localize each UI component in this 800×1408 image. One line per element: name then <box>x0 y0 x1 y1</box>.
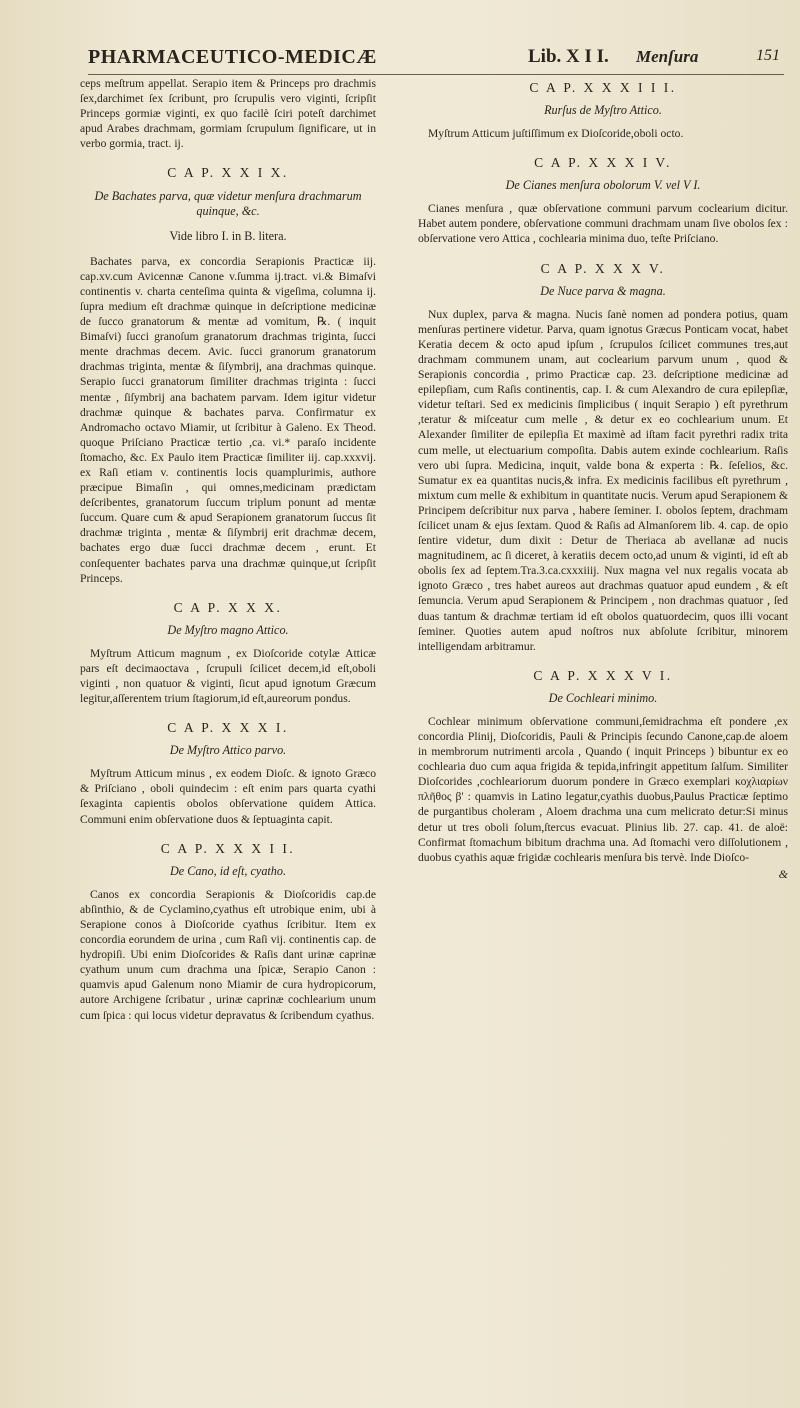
chapter-heading: C A P. X X I X. <box>167 165 289 181</box>
chapter-heading: C A P. X X X I V. <box>534 155 672 171</box>
chapter-heading: C A P. X X X I. <box>167 720 289 736</box>
chapter-title: Rurſus de Myſtro Attico. <box>544 103 662 118</box>
chapter-text: Myſtrum Atticum magnum , ex Dioſcoride cotylæ Atticæ pars eſt decimaoctava , ſcrupuli ſcilicet decem,id eſt,oboli viginti , non quatuor & viginti, ſicut apud ignotum Græcum legitur,aſſerentem trium ſtagiorum,id eſt,aureorum pondus. <box>80 646 376 706</box>
chapter-title: De Bachates parva, quæ videtur menſura drachmarum quinque, &c. <box>94 188 362 218</box>
chapter-text: Cianes menſura , quæ obſervatione communi parvum coclearium dicitur. Habet autem pondere, obſervatione communi drachmam unam ſive obolos ſex : obſervatione vero Attica , cochlearia minima duo, teſte Priſciano. <box>418 202 788 246</box>
chapter-title: De Nuce parva & magna. <box>540 283 666 298</box>
chapter-title: De Cano, id eſt, cyatho. <box>169 863 287 878</box>
chapter-text: Canos ex concordia Serapionis & Dioſcoridis cap.de abſinthio, & de Cyclamino,cyathus eſt utrobique enim, ubi à Serapione conos à Dioſcoride cyathus ſcribitur. Item ex concordia eorundem de urina , cum Raſi vij. continentis cap. de hydropiſi. Ubi enim Dioſcorides & Raſis dant urinæ caprinæ cyathum unum cum drachma una ſpicæ, Serapio Canon : quamvis apud Galenum nono Miamir de cura hydropicorum, autore Archigene ſcribatur , urinæ caprinæ cochlearium unum cum ſpica : qui locus videtur depravatus & ſcribendum cyathus. <box>80 887 376 1022</box>
chapter-text: Bachates parva, ex concordia Serapionis Practicæ iij. cap.xv.cum Avicennæ Canone v.ſumma ij.tract. vi.& Bimaſvi continentis v. charta centeſima quinta & vigeſima, columna ij. ſupra medium eſt drachmæ quinque in deſcriptione medicinæ de ſucco granatorum & mentæ ad vomitum, ℞. ( inquit Bimaſvi) ſucci granoſum granatorum drachmas triginta, ſucci mente drachmas decem. Avic. ſucci granorum granatorum drachmas triginta, mentæ & ſiſymbrij, ana drachmas quinque. Serapio ſucci granatorum ſimiliter drachmas triginta : ſucci mentæ , ſiſymbrij ana bachatem parvam. Idem igitur videtur drachmæ quinque & bachates parva. Confirmatur ex Andromacho octavo Miamir, ut ſcribitur à Galeno. Ex Theod. quoque Priſciano Practicæ tertio ,ca. vi.* paraſo incidente ſtomacho, &c. Ex Paulo item Practicæ ſimiliter iij. cap.xxxvij. ex Raſi etiam v. continentis locis quamplurimis, authore præcipue Bimaſin , qui omnes,medicinam prædictam deſcribentes, granatorum ſuccum triplum ponunt ad mentæ ſuccum. Quare cum & apud Serapionem granatorum ſuccus ſit drachmæ triginta , mentæ & ſiſymbrij erit drachmæ decem, bachates ergo duæ ſucci drachmæ decem , erunt. Et conſequenter bachates parva una drachmæ quinque,ut ſcripſit Princeps. <box>80 254 376 585</box>
chapter-heading: C A P. X X X I I I. <box>529 80 677 95</box>
chapter-heading: C A P. X X X V I. <box>533 667 673 683</box>
left-column <box>80 76 376 1025</box>
running-subject: Menſura <box>636 47 699 66</box>
chapter-title: De Myſtro Attico parvo. <box>169 743 287 758</box>
chapter-heading: C A P. X X X I I. <box>160 840 296 856</box>
intro-paragraph: ceps meſtrum appellat. Serapio item & Princeps pro drachmis ſex,darchimet ſex ſcribunt, pro ſcrupulis vero viginti, ſcripſit Princeps gormiæ viginti, ex quo facilè ſciri poteſt darchimet apud Arabes drachmam, gormiam ſcrupulum ſignificare, ut in verbo gormia, tract. ij. <box>80 77 376 151</box>
chapter-title: De Myſtro magno Attico. <box>167 622 289 637</box>
chapter-text: Cochlear minimum obſervatione communi,ſemidrachma eſt pondere ,ex concordia Plinij, Dioſcoridis, Pauli & Principis ſecundo Canone,cap.de aloem in membrorum nutrimenti arcola , Quando ( inquit Princeps ) bibuntur ex eo cochlearia duo cum aqua frigida & tepida,infringit appetitum ſalſum. Similiter Dioſcorides ,cochleariorum duorum pondere in Græco exemplari κοχλιαρίων πλῆθος β' : quamvis in Latino legatur,cyathis duobus,Paulus Practicæ ſeptimo de purgantibus choleram , Aloem drachma una cum melicrato detur:Si minus detur ut tres oboli ſolum,ſtercus evacuat. Plinius lib. 27. cap. 41. de aloë: Confirmat ſtomachum bibitum drachma una. Ad ſtomachi vero diſſolutionem , duobus cyathis aquæ frigidæ cochlearis menſura bis tervè. Inde Dioſco- <box>418 714 788 864</box>
page-number: 151 <box>756 47 780 64</box>
cross-reference: Vide libro I. in B. litera. <box>169 228 287 243</box>
book-number: Lib. X I I. <box>528 46 609 67</box>
catchword: & <box>778 866 788 881</box>
page-header <box>88 44 784 75</box>
chapter-text: Myſtrum Atticum juſtiſſimum ex Dioſcoride,oboli octo. <box>428 127 684 141</box>
chapter-heading: C A P. X X X. <box>173 599 283 615</box>
chapter-title: De Cianes menſura obolorum V. vel V I. <box>505 178 701 193</box>
chapter-heading: C A P. X X X V. <box>540 260 666 276</box>
chapter-text: Nux duplex, parva & magna. Nucis ſanè nomen ad pondera potius, quam menſuras pertinere videtur. Parva, quam ignotus Græcus Ponticam vocat, habet Keratia decem & octo apud ipſum , ſcrupulos ſcilicet communes tres,aut drachmam communem unam, aut coclearium parvum unum , quod & Serapionis concordia , primo Practicæ cap. 23. deſcriptione medicinæ ad epilepſiam, cum Raſis continentis, cap. I. & cum Alexandro de cura epilepſiæ, videtur teſtari. Sed ex medicinis ſimplicibus ( inquit Serapio ) eſt pyrethrum ,teratur & miſceatur cum melle , & detur ex eo cochlearium unum. Et Alexander ſimiliter de epilepſia Et maximè ad iſtam facit pyrethri radix trita cum melle, ut electuarium compoſita. Dabis autem exinde cochlearium. Raſis vero ubi ſupra. Medicina, inquit, valde bona & experta : ℞. ſeſelios, &c. Sumatur ex ea quantitas nucis,& infra. Ex medicinis facilibus eſt pyrethrum , mixtum cum melle & exhibitum in quantitate nucis. Verum apud Serapionem & Principem deſcribitur nux parva , habere ſeminer. I. obolos ſeptem, drachmam ſcilicet unam & ejus ſextam. Quod & Raſis ad Almanſorem lib. 4. cap. de opio ſentire videtur, dum dixit : Detur de Theriaca ab avellanæ ad nucis magnitudinem, ac ſi diceret, à keratiis decem octo,ad unum & viginti, id eſt ab obolis ſex ad ſeptem.Tra.3.ca.cxxxiiij. Nux magna vel nux regalis vocata ab ignoto Græco , tres habet aureos aut drachmas quatuor apud eundem , & eſt ſemuncia. Verum apud Serapionem & Principem , non drachmas quatuor , ſed duas tantum & drachmæ tertiam id eſt obolos quatuordecim, quos illi vocant ſeminer. Quoties autem apud noſtros nux abſolute ſcribitur, minorem intelligendam arbitramur. <box>418 307 788 653</box>
right-column <box>418 76 788 882</box>
chapter-text: Myſtrum Atticum minus , ex eodem Dioſc. & ignoto Græco & Priſciano , oboli quindecim : eſt enim pars quarta cyathi ſexaginta capientis obolos obſervatione quidem Attica. Communi enim obſervatione duos & ſeptuaginta capit. <box>80 767 376 826</box>
chapter-title: De Cochleari minimo. <box>548 690 658 705</box>
running-title: PHARMACEUTICO-MEDICÆ <box>88 46 377 68</box>
